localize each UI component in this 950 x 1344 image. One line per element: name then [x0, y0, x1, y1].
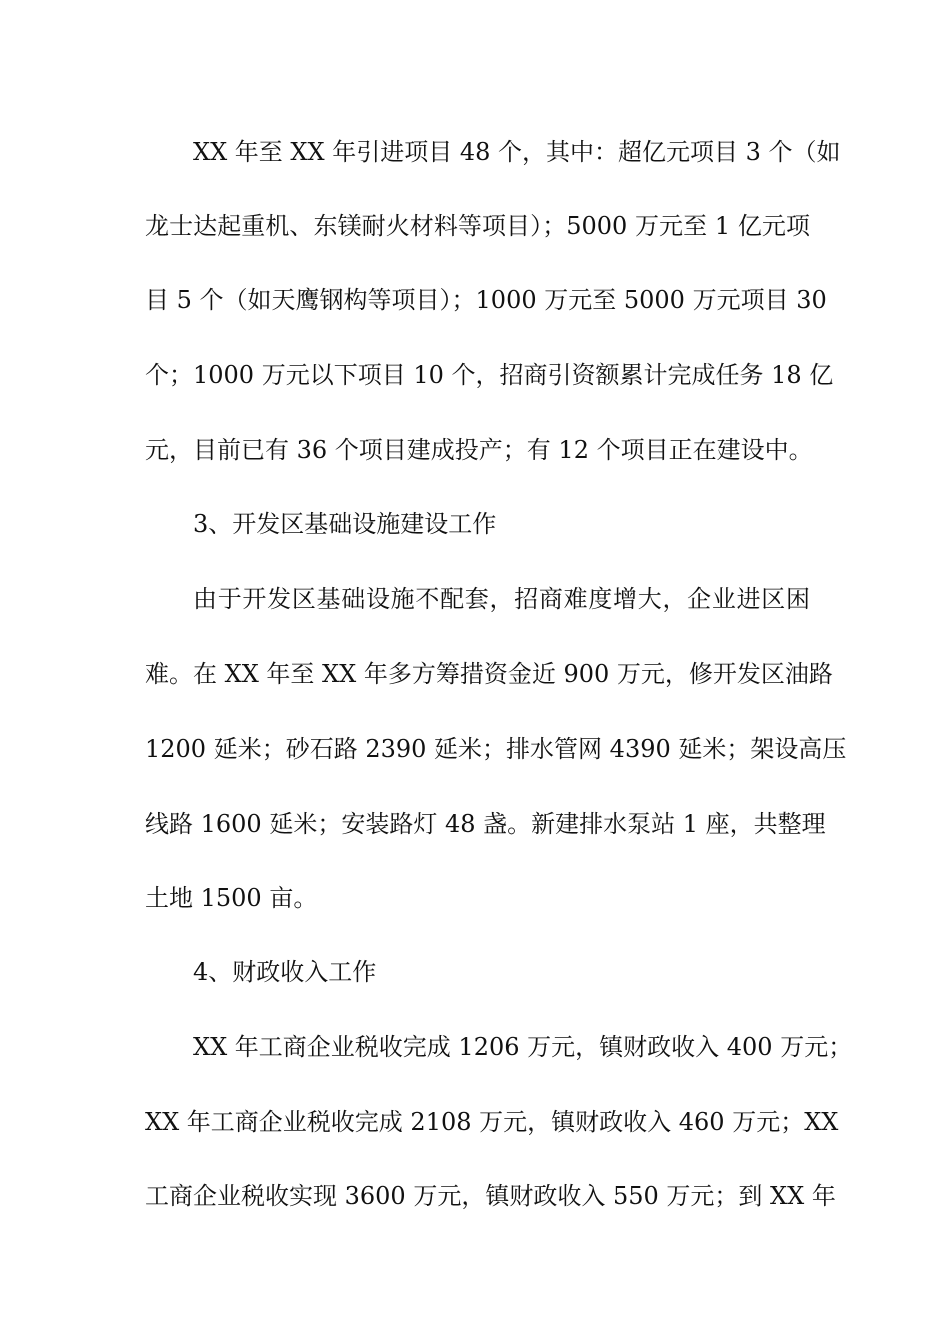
paragraph-2-line-3: 1200 延米；砂石路 2390 延米；排水管网 4390 延米；架设高压 — [145, 735, 847, 763]
section-heading-4: 4、财政收入工作 — [193, 958, 377, 986]
paragraph-1-line-1: XX 年至 XX 年引进项目 48 个，其中：超亿元项目 3 个（如 — [193, 138, 841, 166]
paragraph-3-line-3: 工商企业税收实现 3600 万元，镇财政收入 550 万元；到 XX 年 — [145, 1182, 836, 1210]
paragraph-2-line-4: 线路 1600 延米；安装路灯 48 盏。新建排水泵站 1 座，共整理 — [145, 810, 826, 838]
paragraph-1-line-4: 个；1000 万元以下项目 10 个，招商引资额累计完成任务 18 亿 — [145, 361, 834, 389]
paragraph-1-line-2: 龙士达起重机、东镁耐火材料等项目）；5000 万元至 1 亿元项 — [145, 212, 810, 240]
paragraph-3-line-1: XX 年工商企业税收完成 1206 万元，镇财政收入 400 万元； — [193, 1033, 853, 1061]
paragraph-1-line-5: 元，目前已有 36 个项目建成投产；有 12 个项目正在建设中。 — [145, 436, 813, 464]
paragraph-2-line-2: 难。在 XX 年至 XX 年多方筹措资金近 900 万元，修开发区油路 — [145, 660, 833, 688]
paragraph-1-line-3: 目 5 个（如天鹰钢构等项目）；1000 万元至 5000 万元项目 30 — [145, 286, 827, 314]
paragraph-3-line-2: XX 年工商企业税收完成 2108 万元，镇财政收入 460 万元；XX — [145, 1108, 839, 1136]
section-heading-3: 3、开发区基础设施建设工作 — [193, 510, 497, 538]
paragraph-2-line-1: 由于开发区基础设施不配套，招商难度增大，企业进区困 — [193, 585, 810, 613]
paragraph-2-line-5: 土地 1500 亩。 — [145, 884, 318, 912]
